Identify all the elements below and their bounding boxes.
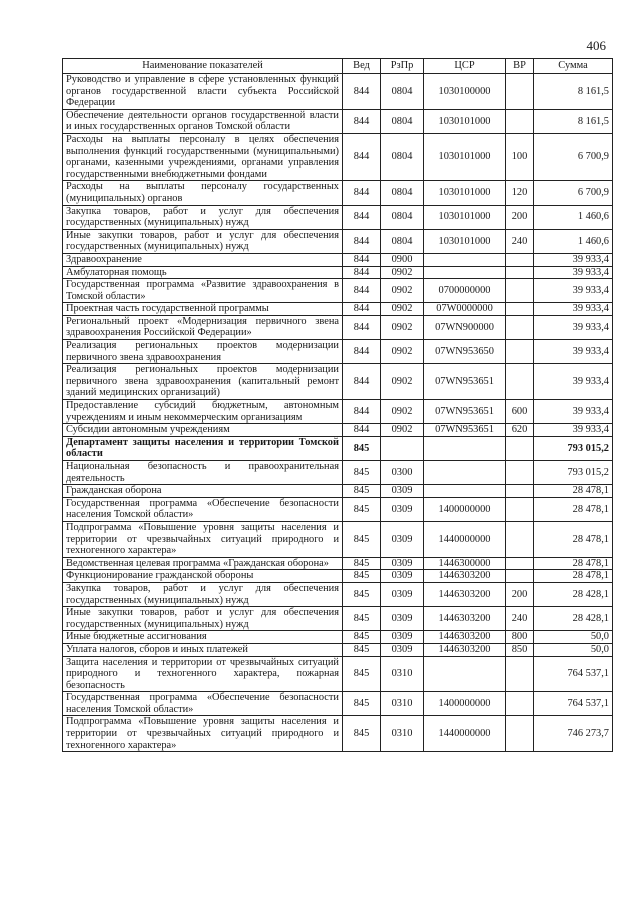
cell-rzpr: 0902 [381,315,424,339]
table-row [63,253,613,266]
cell-ved: 845 [343,570,381,583]
cell-vr: 600 [506,400,534,424]
header-ved: Вед [343,59,381,74]
table-row [63,656,613,692]
budget-table [62,58,613,752]
cell-vr [506,521,534,557]
cell-rzpr: 0804 [381,181,424,205]
cell-vr [506,266,534,279]
table-row [63,400,613,424]
cell-sum: 28 478,1 [534,497,613,521]
cell-ved: 844 [343,253,381,266]
cell-sum: 1 460,6 [534,205,613,229]
cell-rzpr: 0804 [381,74,424,110]
cell-vr: 240 [506,229,534,253]
cell-ved: 844 [343,424,381,437]
table-row [63,340,613,364]
cell-sum: 39 933,4 [534,424,613,437]
cell-name: Проектная часть государственной программы [63,303,343,316]
cell-sum: 39 933,4 [534,364,613,400]
cell-sum: 39 933,4 [534,266,613,279]
header-vr: ВР [506,59,534,74]
cell-name: Субсидии автономным учреждениям [63,424,343,437]
cell-csr [424,485,506,498]
cell-rzpr: 0804 [381,109,424,133]
cell-csr: 1446303200 [424,582,506,606]
cell-csr: 1440000000 [424,521,506,557]
cell-name: Расходы на выплаты персоналу государственных (муниципальных) органов [63,181,343,205]
table-row [63,497,613,521]
cell-rzpr: 0309 [381,497,424,521]
cell-csr: 1030101000 [424,109,506,133]
cell-rzpr: 0310 [381,656,424,692]
table-body [63,74,613,752]
cell-name: Государственная программа «Развитие здравоохранения в Томской области» [63,279,343,303]
table-row [63,570,613,583]
cell-ved: 844 [343,279,381,303]
table-row [63,716,613,752]
cell-sum: 8 161,5 [534,109,613,133]
cell-vr [506,74,534,110]
cell-name: Региональный проект «Модернизация первичного звена здравоохранения Российской Федерации» [63,315,343,339]
cell-rzpr: 0902 [381,279,424,303]
cell-csr: 07WN900000 [424,315,506,339]
cell-sum: 28 428,1 [534,582,613,606]
cell-ved: 845 [343,692,381,716]
cell-vr: 620 [506,424,534,437]
cell-sum: 6 700,9 [534,133,613,180]
cell-rzpr: 0902 [381,400,424,424]
cell-sum: 1 460,6 [534,229,613,253]
cell-sum: 39 933,4 [534,303,613,316]
cell-ved: 845 [343,716,381,752]
table-row [63,436,613,460]
table-row [63,303,613,316]
cell-name: Реализация региональных проектов модернизации первичного звена здравоохранения [63,340,343,364]
cell-csr: 1030101000 [424,181,506,205]
table-row [63,266,613,279]
cell-rzpr: 0902 [381,340,424,364]
cell-sum: 39 933,4 [534,253,613,266]
header-csr: ЦСР [424,59,506,74]
cell-sum: 6 700,9 [534,181,613,205]
cell-name: Руководство и управление в сфере установленных функций органов государственной власти субъекта Российской Федерации [63,74,343,110]
table-row [63,133,613,180]
cell-sum: 746 273,7 [534,716,613,752]
cell-vr [506,656,534,692]
cell-sum: 793 015,2 [534,461,613,485]
cell-ved: 845 [343,557,381,570]
table-row [63,109,613,133]
cell-rzpr: 0902 [381,303,424,316]
table-row [63,315,613,339]
cell-name: Ведомственная целевая программа «Гражданская оборона» [63,557,343,570]
cell-sum: 8 161,5 [534,74,613,110]
table-row [63,205,613,229]
cell-vr: 800 [506,631,534,644]
cell-rzpr: 0804 [381,133,424,180]
cell-rzpr: 0902 [381,266,424,279]
cell-name: Подпрограмма «Повышение уровня защиты населения и территории от чрезвычайных ситуаций природного и техногенного характера» [63,716,343,752]
cell-rzpr: 0310 [381,692,424,716]
cell-rzpr: 0309 [381,570,424,583]
cell-vr: 240 [506,607,534,631]
cell-sum: 764 537,1 [534,692,613,716]
cell-csr: 1030101000 [424,229,506,253]
table-row [63,364,613,400]
cell-csr: 07W0000000 [424,303,506,316]
cell-name: Здравоохранение [63,253,343,266]
cell-ved: 845 [343,607,381,631]
cell-vr [506,109,534,133]
cell-csr: 1446303200 [424,631,506,644]
cell-name: Гражданская оборона [63,485,343,498]
cell-sum: 50,0 [534,643,613,656]
cell-csr: 1446303200 [424,570,506,583]
cell-ved: 845 [343,643,381,656]
cell-rzpr: 0804 [381,229,424,253]
cell-rzpr [381,436,424,460]
cell-vr [506,461,534,485]
header-rzpr: РзПр [381,59,424,74]
cell-csr [424,436,506,460]
cell-name: Иные закупки товаров, работ и услуг для обеспечения государственных (муниципальных) нужд [63,229,343,253]
cell-vr [506,340,534,364]
cell-rzpr: 0804 [381,205,424,229]
table-row [63,461,613,485]
cell-ved: 844 [343,181,381,205]
cell-vr [506,692,534,716]
cell-name: Закупка товаров, работ и услуг для обеспечения государственных (муниципальных) нужд [63,205,343,229]
cell-csr [424,253,506,266]
cell-name: Реализация региональных проектов модернизации первичного звена здравоохранения (капитальный ремонт зданий медицинских организаций) [63,364,343,400]
cell-sum: 28 478,1 [534,485,613,498]
cell-sum: 28 428,1 [534,607,613,631]
cell-name: Национальная безопасность и правоохранительная деятельность [63,461,343,485]
cell-csr [424,461,506,485]
cell-ved: 845 [343,485,381,498]
cell-vr: 200 [506,205,534,229]
cell-rzpr: 0309 [381,607,424,631]
cell-csr: 1030100000 [424,74,506,110]
table-row [63,424,613,437]
cell-csr [424,656,506,692]
cell-vr [506,279,534,303]
cell-name: Государственная программа «Обеспечение безопасности населения Томской области» [63,497,343,521]
cell-csr: 1446303200 [424,607,506,631]
cell-name: Расходы на выплаты персоналу в целях обеспечения выполнения функций государственными (муниципальными) органами, казенными учреждениями, органами управления государственными внебюджетными фондами [63,133,343,180]
cell-vr [506,570,534,583]
cell-ved: 845 [343,436,381,460]
cell-sum: 793 015,2 [534,436,613,460]
cell-rzpr: 0310 [381,716,424,752]
cell-name: Функционирование гражданской обороны [63,570,343,583]
cell-sum: 28 478,1 [534,570,613,583]
cell-ved: 844 [343,364,381,400]
cell-ved: 844 [343,74,381,110]
cell-rzpr: 0309 [381,485,424,498]
cell-name: Иные бюджетные ассигнования [63,631,343,644]
table-row [63,74,613,110]
cell-vr [506,315,534,339]
cell-vr: 850 [506,643,534,656]
cell-csr: 1446303200 [424,643,506,656]
cell-rzpr: 0309 [381,643,424,656]
cell-name: Защита населения и территории от чрезвычайных ситуаций природного и техногенного характера, пожарная безопасность [63,656,343,692]
cell-ved: 845 [343,582,381,606]
cell-name: Обеспечение деятельности органов государственной власти и иных государственных органов Томской области [63,109,343,133]
cell-csr: 0700000000 [424,279,506,303]
cell-vr: 200 [506,582,534,606]
header-sum: Сумма [534,59,613,74]
cell-name: Уплата налогов, сборов и иных платежей [63,643,343,656]
cell-vr: 100 [506,133,534,180]
cell-sum: 50,0 [534,631,613,644]
table-row [63,485,613,498]
table-row [63,229,613,253]
table-row [63,607,613,631]
cell-vr [506,364,534,400]
cell-ved: 845 [343,461,381,485]
cell-vr [506,485,534,498]
cell-rzpr: 0902 [381,364,424,400]
table-row [63,181,613,205]
cell-csr: 1400000000 [424,692,506,716]
cell-name: Амбулаторная помощь [63,266,343,279]
cell-rzpr: 0309 [381,557,424,570]
cell-name: Закупка товаров, работ и услуг для обеспечения государственных (муниципальных) нужд [63,582,343,606]
cell-csr: 1030101000 [424,133,506,180]
cell-sum: 28 478,1 [534,521,613,557]
cell-csr: 07WN953651 [424,364,506,400]
cell-csr: 07WN953650 [424,340,506,364]
cell-sum: 28 478,1 [534,557,613,570]
cell-ved: 845 [343,631,381,644]
page-number: 406 [586,38,606,53]
cell-csr: 07WN953651 [424,400,506,424]
cell-name: Иные закупки товаров, работ и услуг для обеспечения государственных (муниципальных) нужд [63,607,343,631]
cell-name: Государственная программа «Обеспечение безопасности населения Томской области» [63,692,343,716]
cell-rzpr: 0300 [381,461,424,485]
header-name: Наименование показателей [63,59,343,74]
cell-rzpr: 0309 [381,521,424,557]
cell-vr: 120 [506,181,534,205]
cell-name: Департамент защиты населения и территории Томской области [63,436,343,460]
cell-rzpr: 0902 [381,424,424,437]
cell-ved: 844 [343,266,381,279]
table-row [63,631,613,644]
cell-ved: 844 [343,133,381,180]
cell-ved: 844 [343,315,381,339]
cell-sum: 39 933,4 [534,315,613,339]
cell-vr [506,303,534,316]
table-row [63,521,613,557]
cell-csr: 1030101000 [424,205,506,229]
cell-csr: 07WN953651 [424,424,506,437]
cell-ved: 845 [343,521,381,557]
cell-csr: 1446300000 [424,557,506,570]
cell-ved: 844 [343,400,381,424]
cell-ved: 844 [343,109,381,133]
cell-name: Предоставление субсидий бюджетным, автономным учреждениям и иным некоммерческим организациям [63,400,343,424]
table-row [63,279,613,303]
cell-rzpr: 0900 [381,253,424,266]
cell-ved: 844 [343,303,381,316]
cell-sum: 764 537,1 [534,656,613,692]
cell-csr: 1400000000 [424,497,506,521]
cell-vr [506,716,534,752]
cell-sum: 39 933,4 [534,340,613,364]
table-row [63,643,613,656]
cell-vr [506,497,534,521]
cell-vr [506,557,534,570]
table-row [63,557,613,570]
table-row [63,692,613,716]
cell-name: Подпрограмма «Повышение уровня защиты населения и территории от чрезвычайных ситуаций природного и техногенного характера» [63,521,343,557]
table-header-row [63,59,613,74]
cell-rzpr: 0309 [381,631,424,644]
cell-vr [506,253,534,266]
cell-sum: 39 933,4 [534,400,613,424]
cell-sum: 39 933,4 [534,279,613,303]
cell-csr [424,266,506,279]
cell-ved: 844 [343,205,381,229]
cell-csr: 1440000000 [424,716,506,752]
table-row [63,582,613,606]
cell-ved: 845 [343,497,381,521]
cell-ved: 845 [343,656,381,692]
cell-ved: 844 [343,229,381,253]
cell-ved: 844 [343,340,381,364]
cell-rzpr: 0309 [381,582,424,606]
cell-vr [506,436,534,460]
